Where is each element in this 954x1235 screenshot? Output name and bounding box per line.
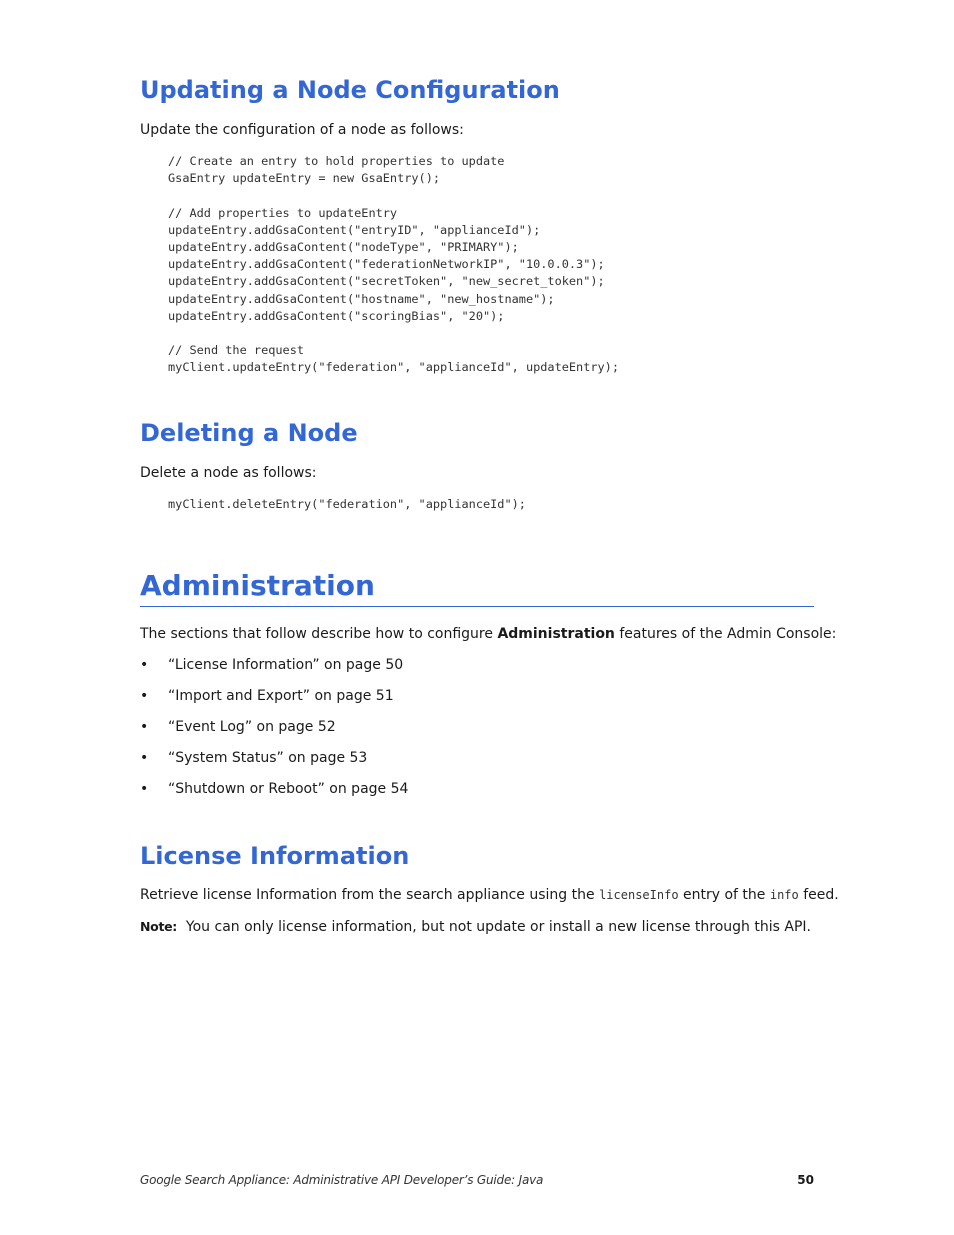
xref-link-system-status[interactable]: “System Status” on page 53 [168,750,368,766]
update-code-block: // Create an entry to hold properties to update GsaEntry updateEntry = new GsaEntry(); // Add properties to updateEntry updateEntry.addGsaContent("entryID", "applianceId"); updateEntry.addGsaContent("nodeType", "PRIMARY"); updateEntry.addGsaContent("federationNetworkIP", "10.0.0.3"); updateEntry.addGsaContent("secretToken", "new_secret_token"); updateEntry.addGsaContent("hostname", "new_hostname"); updateEntry.addGsaContent("scoringBias", "20"); // Send the request myClient.updateEntry("federation", "applianceId", updateEntry); [168,154,620,375]
license-code-feed: info [769,888,799,902]
xref-link-shutdown[interactable]: “Shutdown or Reboot” on page 54 [168,781,409,797]
xref-link-event-log[interactable]: “Event Log” on page 52 [168,719,336,735]
note-text: You can only license information, but not update or install a new license through this API. [185,919,811,935]
bullet-icon: • [140,719,149,735]
heading-rule [140,606,814,607]
note-label: Note: [140,919,178,934]
delete-intro: Delete a node as follows: [140,465,317,481]
heading-deleting-node: Deleting a Node [140,419,358,447]
delete-code-block: myClient.deleteEntry("federation", "applianceId"); [168,497,526,511]
license-text-start: Retrieve license Information from the search appliance using the [140,887,600,903]
xref-link-import-export[interactable]: “Import and Export” on page 51 [168,688,394,704]
bullet-icon: • [140,688,149,704]
admin-intro-bold: Administration [497,626,615,642]
heading-license-information: License Information [140,842,410,870]
bullet-icon: • [140,750,149,766]
license-note [140,918,811,936]
footer-title: Google Search Appliance: Administrative API Developer’s Guide: Java [140,1173,544,1187]
license-text-end: feed. [798,887,839,903]
heading-administration: Administration [140,569,375,602]
admin-intro-start: The sections that follow describe how to configure [140,626,498,642]
footer-page-number: 50 [797,1173,814,1187]
admin-intro [140,625,836,643]
bullet-icon: • [140,657,149,673]
admin-intro-end: features of the Admin Console: [614,626,837,642]
license-paragraph [140,886,839,904]
license-code-entry: licenseInfo [599,888,679,902]
license-text-middle: entry of the [678,887,770,903]
update-intro: Update the configuration of a node as follows: [140,122,464,138]
bullet-icon: • [140,781,149,797]
xref-link-license[interactable]: “License Information” on page 50 [168,657,404,673]
heading-updating-node: Updating a Node Configuration [140,76,560,104]
